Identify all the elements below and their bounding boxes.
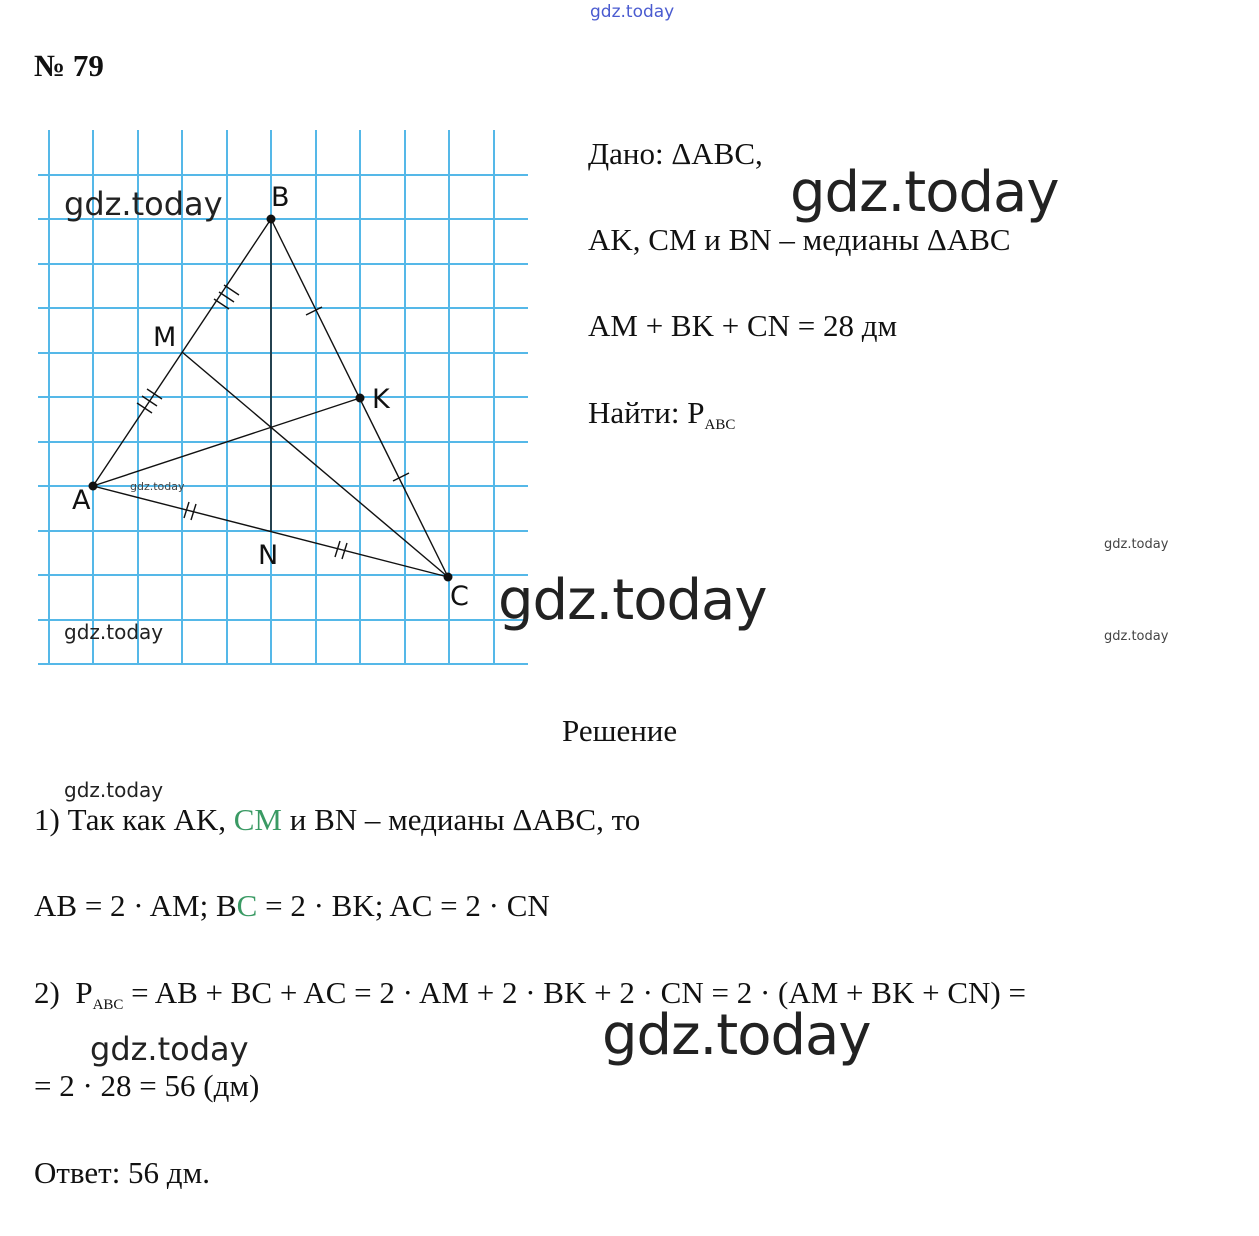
given-medians: AK, CM и BN – медианы ΔABC: [588, 222, 1011, 257]
given-sum: AM + BK + CN = 28 дм: [588, 308, 898, 343]
step2-prefix: 2): [34, 975, 60, 1010]
watermark-right-1[interactable]: gdz.today: [1104, 537, 1169, 552]
point-k: [356, 394, 365, 403]
watermark-figure-top[interactable]: gdz.today: [64, 185, 223, 223]
watermark-top[interactable]: gdz.today: [590, 2, 675, 22]
label-a: A: [72, 485, 91, 516]
eq-part-b: C: [236, 888, 258, 923]
step2-equation: = AB + BC + AC = 2 · AM + 2 · BK + 2 · CN = 2 · (AM + BK + CN) =: [123, 975, 1026, 1010]
step1-part-c: и BN – медианы ΔABC, то: [289, 802, 641, 837]
step1-part-b: CM: [233, 802, 282, 837]
find-p: P: [687, 395, 705, 430]
problem-number: № 79: [34, 48, 104, 83]
watermark-center[interactable]: gdz.today: [498, 568, 767, 633]
triangle-figure: [0, 0, 560, 680]
watermark-solution[interactable]: gdz.today: [64, 778, 164, 802]
watermark-lower[interactable]: gdz.today: [602, 1003, 871, 1068]
find-sub: ABC: [704, 417, 736, 433]
watermark-given[interactable]: gdz.today: [790, 160, 1059, 225]
label-c: C: [450, 581, 469, 612]
find-perimeter: [588, 395, 735, 434]
answer: Ответ: 56 дм.: [34, 1155, 210, 1190]
step1-part-a: 1) Так как AK,: [34, 802, 226, 837]
step2-p: P: [75, 975, 93, 1010]
eq-part-a: AB = 2 · AM; B: [34, 888, 237, 923]
step-1-equation: [34, 888, 550, 924]
solution-heading: Решение: [562, 713, 678, 748]
watermark-figure-bottom[interactable]: gdz.today: [64, 620, 164, 644]
step-2: [34, 975, 1026, 1014]
label-b: B: [271, 182, 290, 213]
step-1: [34, 802, 640, 838]
find-label: Найти:: [588, 395, 680, 430]
step2-sub: ABC: [92, 997, 124, 1013]
point-b: [267, 215, 276, 224]
watermark-right-2[interactable]: gdz.today: [1104, 629, 1169, 644]
step-2-continuation: = 2 · 28 = 56 (дм): [34, 1068, 260, 1103]
label-k: K: [372, 384, 390, 415]
given-triangle: Дано: ΔABC,: [588, 136, 763, 171]
eq-part-c: = 2 · BK; AC = 2 · CN: [257, 888, 550, 923]
label-m: M: [153, 322, 177, 353]
watermark-figure-small[interactable]: gdz.today: [130, 480, 185, 493]
watermark-lower-left[interactable]: gdz.today: [90, 1030, 249, 1068]
label-n: N: [258, 540, 279, 571]
